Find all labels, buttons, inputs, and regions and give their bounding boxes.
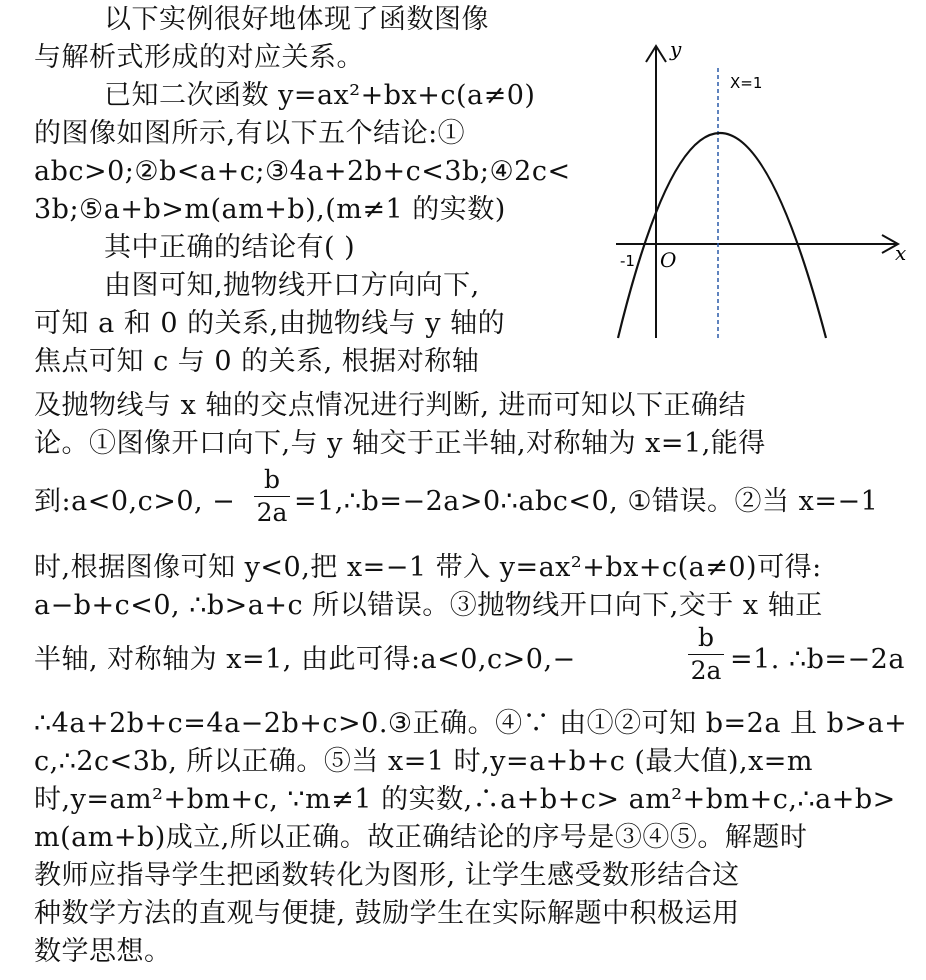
text-line: 焦点可知 c 与 0 的关系, 根据对称轴 xyxy=(34,346,480,377)
text-line: 由图可知,抛物线开口方向向下, xyxy=(104,270,480,301)
fraction xyxy=(254,466,290,527)
neg-one-label: -1 xyxy=(620,252,635,270)
text-line: c,∴2c<3b, 所以正确。⑤当 x=1 时,y=a+b+c (最大值),x=m xyxy=(34,746,814,777)
fraction-denominator: 2a xyxy=(256,498,288,527)
text-line: 的图像如图所示,有以下五个结论:① xyxy=(34,118,466,149)
origin-label: O xyxy=(660,248,677,272)
y-axis-label: y xyxy=(670,38,682,61)
text-line: 以下实例很好地体现了函数图像 xyxy=(104,4,489,35)
text-line: 半轴, 对称轴为 x=1, 由此可得:a<0,c>0,− xyxy=(34,644,576,675)
text-line: 数学思想。 xyxy=(34,936,172,967)
text-line: 其中正确的结论有( ) xyxy=(104,232,356,263)
text-line: 到:a<0,c>0, − xyxy=(34,486,236,517)
text-line: 已知二次函数 y=ax²+bx+c(a≠0) xyxy=(104,80,536,111)
fraction-numerator: b xyxy=(697,623,714,652)
text-line: a−b+c<0, ∴b>a+c 所以错误。③抛物线开口向下,交于 x 轴正 xyxy=(34,590,823,621)
text-line: 与解析式形成的对应关系。 xyxy=(34,42,364,73)
fraction-denominator: 2a xyxy=(690,656,722,685)
x-axis-label: x xyxy=(895,241,907,265)
text-line: ∴4a+2b+c=4a−2b+c>0.③正确。④∵ 由①②可知 b=2a 且 b>a+ xyxy=(34,708,908,739)
text-line: 教师应指导学生把函数转化为图形, 让学生感受数形结合这 xyxy=(34,860,740,891)
symmetry-axis-label: X=1 xyxy=(730,74,763,92)
text-line: 及抛物线与 x 轴的交点情况进行判断, 进而可知以下正确结 xyxy=(34,390,747,421)
fraction-bar xyxy=(688,654,724,655)
text-line: 论。①图像开口向下,与 y 轴交于正半轴,对称轴为 x=1,能得 xyxy=(34,428,766,459)
fraction-numerator: b xyxy=(263,465,280,494)
parabola-curve xyxy=(618,133,826,338)
text-line: 种数学方法的直观与便捷, 鼓励学生在实际解题中积极运用 xyxy=(34,898,740,929)
fraction xyxy=(688,624,724,685)
text-line: m(am+b)成立,所以正确。故正确结论的序号是③④⑤。解题时 xyxy=(34,822,808,853)
fraction-bar xyxy=(254,496,290,497)
parabola-figure xyxy=(610,38,910,348)
text-line: 时,根据图像可知 y<0,把 x=−1 带入 y=ax²+bx+c(a≠0)可得: xyxy=(34,552,822,583)
text-line: =1. ∴b=−2a xyxy=(730,644,905,675)
text-line: 3b;⑤a+b>m(am+b),(m≠1 的实数) xyxy=(34,194,506,225)
text-line: 可知 a 和 0 的关系,由抛物线与 y 轴的 xyxy=(34,308,506,339)
text-line: abc>0;②b<a+c;③4a+2b+c<3b;④2c< xyxy=(34,156,571,187)
text-line: 时,y=am²+bm+c, ∵m≠1 的实数,∴a+b+c> am²+bm+c,∴a+b> xyxy=(34,784,896,815)
text-line: =1,∴b=−2a>0∴abc<0, ①错误。②当 x=−1 xyxy=(294,486,879,517)
